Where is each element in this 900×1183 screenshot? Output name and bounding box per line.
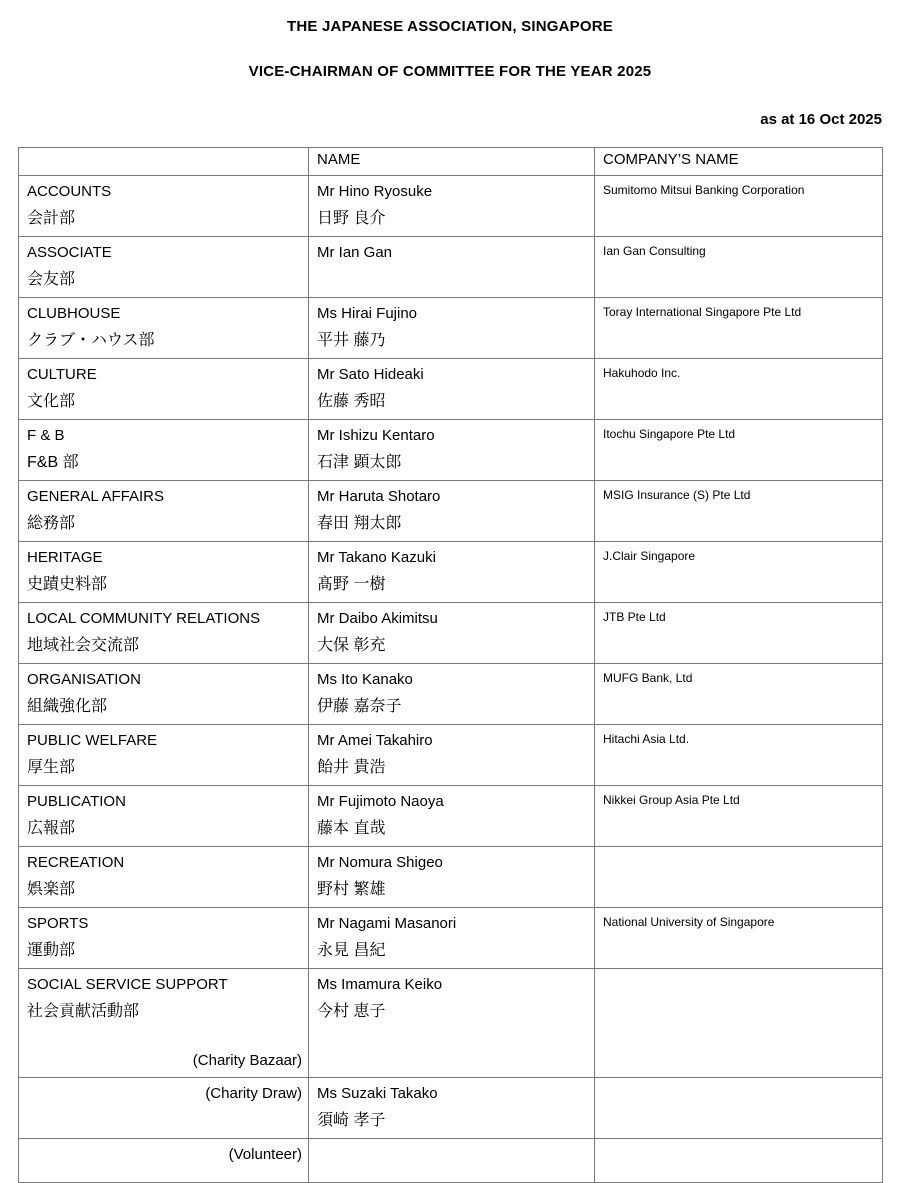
department-name-en: LOCAL COMMUNITY RELATIONS [27,610,261,627]
person-name-cell [309,786,595,847]
department-name-jp: 社会貢献活動部 [27,1003,140,1020]
company-name-text: Hitachi Asia Ltd. [603,732,690,746]
department-name-jp: クラブ・ハウス部 [27,332,155,349]
department-cell [19,176,309,237]
person-name-cell [309,542,595,603]
department-name-jp: 史蹟史料部 [27,576,108,593]
company-name-text: Itochu Singapore Pte Ltd [603,427,736,441]
company-name-text: MUFG Bank, Ltd [603,671,693,685]
table-row [19,359,883,420]
subgroup-label-volunteer: (Volunteer) [228,1146,302,1163]
company-name-cell [595,481,883,542]
person-name-jp: 大保 彰充 [317,637,386,654]
department-cell [19,908,309,969]
department-name-en: SOCIAL SERVICE SUPPORT [27,976,228,993]
company-name-text [603,849,876,852]
committee-table [18,147,883,1183]
department-name-jp: 厚生部 [27,759,76,776]
person-name-cell [309,420,595,481]
department-cell [19,847,309,908]
company-name-text: J.Clair Singapore [603,549,696,563]
table-row [19,237,883,298]
company-name-cell [595,298,883,359]
table-row [19,908,883,969]
person-name-jp: 石津 顕太郎 [317,454,402,471]
table-row [19,664,883,725]
department-cell [19,603,309,664]
company-name-cell [595,176,883,237]
company-name-cell [595,786,883,847]
department-cell-subgroup [19,1139,309,1183]
person-name-jp: 野村 繁雄 [317,881,386,898]
person-name-cell [309,176,595,237]
department-name-en: ACCOUNTS [27,183,112,200]
department-name-jp: 総務部 [27,515,76,532]
person-name-jp: 飴井 貴浩 [317,759,386,776]
person-name-jp: 佐藤 秀昭 [317,393,386,410]
department-cell [19,664,309,725]
company-name-text [603,1080,876,1083]
person-name-cell [309,1139,595,1183]
person-name-jp: 須崎 孝子 [317,1112,386,1129]
person-name-en: Mr Nomura Shigeo [317,854,443,871]
department-cell [19,542,309,603]
company-name-cell [595,359,883,420]
department-cell [19,298,309,359]
company-name-cell [595,725,883,786]
person-name-en: Mr Ian Gan [317,244,393,261]
table-row [19,176,883,237]
person-name-en: Mr Ishizu Kentaro [317,427,435,444]
person-name-cell [309,481,595,542]
department-name-jp: 運動部 [27,942,76,959]
page-title: THE JAPANESE ASSOCIATION, SINGAPORE [287,18,613,35]
person-name-en: Ms Imamura Keiko [317,976,443,993]
person-name-jp: 日野 良介 [317,210,386,227]
department-cell-social-service [19,969,309,1078]
person-name-en: Ms Ito Kanako [317,671,413,688]
person-name-cell [309,908,595,969]
department-cell [19,725,309,786]
table-row [19,603,883,664]
table-row [19,725,883,786]
table-row [19,847,883,908]
person-name-cell [309,1078,595,1139]
department-name-en: HERITAGE [27,549,103,566]
department-name-jp: 組織強化部 [27,698,108,715]
department-name-jp: 広報部 [27,820,76,837]
person-name-jp: 藤本 直哉 [317,820,386,837]
column-header-company [595,148,883,176]
person-name-jp: 今村 恵子 [317,1003,386,1020]
person-name-en: Mr Hino Ryosuke [317,183,433,200]
person-name-en: Mr Nagami Masanori [317,915,457,932]
table-row [19,786,883,847]
company-name-text: Hakuhodo Inc. [603,366,681,380]
department-name-jp: F&B 部 [27,454,79,471]
department-cell [19,359,309,420]
person-name-cell [309,603,595,664]
person-name-en: Mr Fujimoto Naoya [317,793,444,810]
company-name-cell [595,237,883,298]
table-row-social-service-draw [19,1078,883,1139]
company-name-cell [595,1139,883,1183]
department-name-en: SPORTS [27,915,89,932]
company-name-cell [595,908,883,969]
company-name-text: JTB Pte Ltd [603,610,666,624]
page-subtitle: VICE-CHAIRMAN OF COMMITTEE FOR THE YEAR 2025 [248,63,652,80]
company-name-text: MSIG Insurance (S) Pte Ltd [603,488,751,502]
person-name-cell [309,847,595,908]
person-name-en: Mr Takano Kazuki [317,549,436,566]
company-name-text [603,971,876,974]
department-name-en: CLUBHOUSE [27,305,121,322]
person-name-jp: 伊藤 嘉奈子 [317,698,402,715]
department-name-en: PUBLIC WELFARE [27,732,158,749]
table-row-social-service-volunteer [19,1139,883,1183]
person-name-en: Mr Sato Hideaki [317,366,424,383]
person-name-en: Mr Amei Takahiro [317,732,433,749]
person-name-en: Mr Haruta Shotaro [317,488,441,505]
company-name-text: Toray International Singapore Pte Ltd [603,305,802,319]
committee-table-wrapper [0,130,900,1183]
company-name-cell [595,420,883,481]
department-name-jp: 娯楽部 [27,881,76,898]
department-name-en: RECREATION [27,854,125,871]
table-header-row [19,148,883,176]
department-name-en: F & B [27,427,65,444]
person-name-en: Ms Hirai Fujino [317,305,418,322]
table-row [19,481,883,542]
person-name-en: Ms Suzaki Takako [317,1085,438,1102]
person-name-cell [309,725,595,786]
company-name-text [603,1141,876,1144]
table-row [19,542,883,603]
column-header-company-label: COMPANY’S NAME [603,151,739,168]
person-name-cell [309,969,595,1078]
department-name-jp: 文化部 [27,393,76,410]
company-name-text: National University of Singapore [603,915,775,929]
department-name-en: ORGANISATION [27,671,141,688]
company-name-cell [595,969,883,1078]
table-row [19,420,883,481]
department-name-en: ASSOCIATE [27,244,112,261]
department-name-en: CULTURE [27,366,97,383]
company-name-cell [595,847,883,908]
table-row-social-service-bazaar [19,969,883,1078]
person-name-jp: 春田 翔太郎 [317,515,402,532]
department-cell-subgroup [19,1078,309,1139]
as-at-date: as at 16 Oct 2025 [760,111,882,128]
department-name-jp: 地域社会交流部 [27,637,140,654]
company-name-cell [595,542,883,603]
department-name-jp: 会計部 [27,210,76,227]
column-header-name [309,148,595,176]
column-header-department [19,148,309,176]
department-cell [19,237,309,298]
company-name-text: Nikkei Group Asia Pte Ltd [603,793,740,807]
person-name-jp: 永見 昌紀 [317,942,386,959]
person-name-en: Mr Daibo Akimitsu [317,610,438,627]
subgroup-label-charity-bazaar: (Charity Bazaar) [192,1052,302,1069]
department-name-en: PUBLICATION [27,793,126,810]
column-header-name-label: NAME [317,151,361,168]
table-row [19,298,883,359]
company-name-text: Sumitomo Mitsui Banking Corporation [603,183,805,197]
person-name-cell [309,298,595,359]
department-name-en: GENERAL AFFAIRS [27,488,164,505]
person-name-jp: 髙野 一樹 [317,576,386,593]
company-name-cell [595,603,883,664]
person-name-cell [309,237,595,298]
department-cell [19,420,309,481]
person-name-jp: 平井 藤乃 [317,332,386,349]
subgroup-label-charity-draw: (Charity Draw) [205,1085,302,1102]
person-name-cell [309,664,595,725]
person-name-cell [309,359,595,420]
company-name-cell [595,1078,883,1139]
department-name-jp: 会友部 [27,271,76,288]
department-cell [19,786,309,847]
company-name-text: Ian Gan Consulting [603,244,706,258]
company-name-cell [595,664,883,725]
department-cell [19,481,309,542]
